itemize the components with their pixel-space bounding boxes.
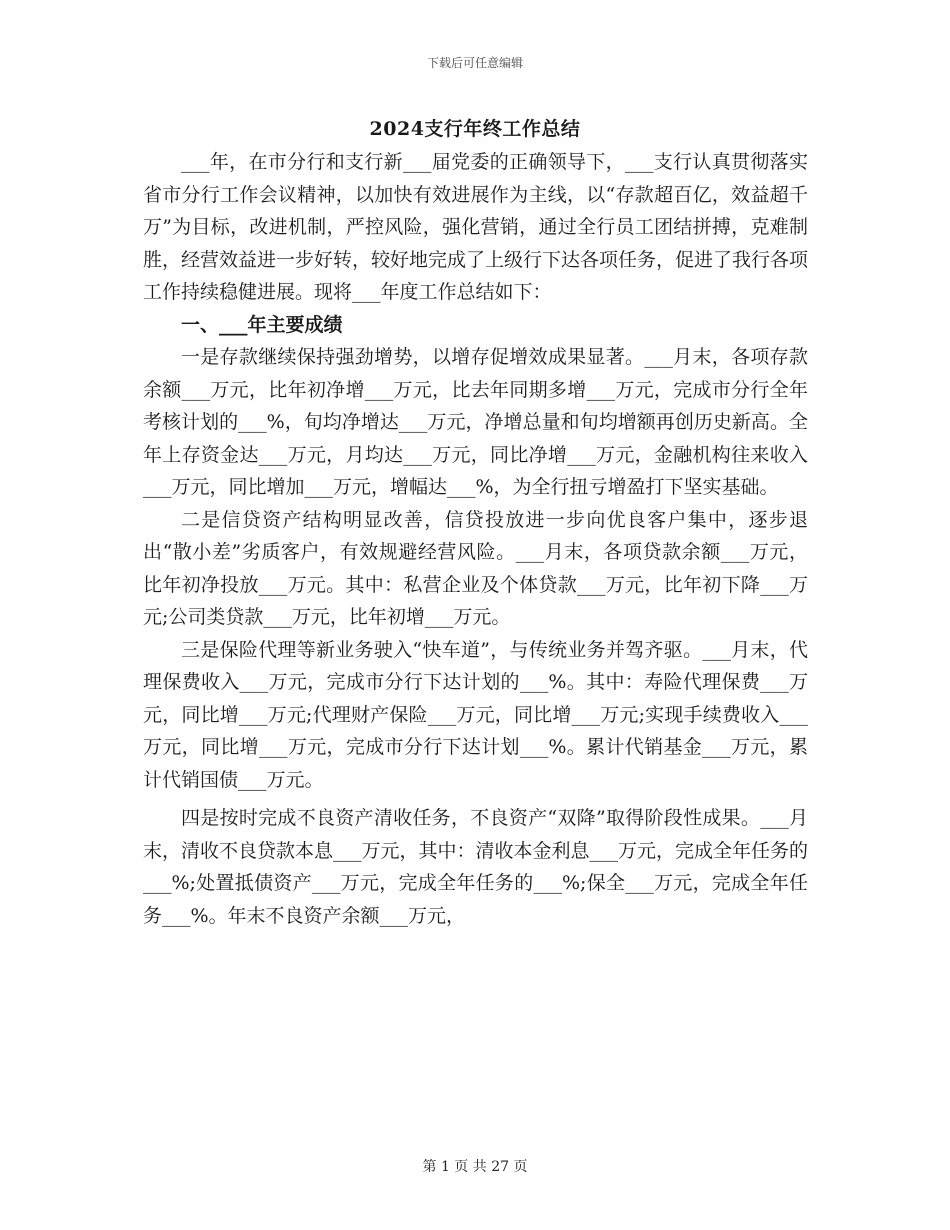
document-title: 2024支行年终工作总结 — [369, 118, 581, 140]
paragraph-insurance: 三是保险代理等新业务驶入“快车道”，与传统业务并驾齐驱。___月末，代理保费收入___万元，完成市分行下达计划的___%。其中：寿险代理保费___万元，同比增___万元;代理财产保险___万元，同比增___万元;实现手续费收入___万元，同比增___万元，完成市分行下达计划___%。累计代销基金___万元，累计代销国债___万元。 — [143, 638, 808, 791]
paragraph-intro: ___年，在市分行和支行新___届党委的正确领导下，___支行认真贯彻落实省市分行工作会议精神，以加快有效进展作为主线，以“存款超百亿，效益超千万”为目标，改进机制，严控风险，强化营销，通过全行员工团结拼搏，克难制胜，经营效益进一步好转，较好地完成了上级行下达各项任务，促进了我行各项工作持续稳健进展。现将___年度工作总结如下： — [143, 151, 809, 303]
section-heading: 一、___年主要成绩 — [181, 313, 343, 336]
document-body — [143, 146, 808, 932]
header-note: 下载后可任意编辑 — [426, 56, 523, 70]
paragraph-deposits: 一是存款继续保持强劲增势，以增存促增效成果显著。___月末，各项存款余额___万元，比年初净增___万元，比去年同期多增___万元，完成市分行全年考核计划的___%，旬均净增达___万元，净增总量和旬均增额再创历史新高。全年上存资金达___万元，月均达___万元，同比净增___万元，金融机构往来收入___万元，同比增加___万元，增幅达___%，为全行扭亏增盈打下坚实基础。 — [143, 346, 808, 498]
page-footer: 第 1 页 共 27 页 — [422, 1159, 528, 1175]
paragraph-nonperforming: 四是按时完成不良资产清收任务，不良资产“双降”取得阶段性成果。___月末，清收不良贷款本息___万元，其中：清收本金利息___万元，完成全年任务的___%;处置抵债资产___万元，完成全年任务的___%;保全___万元，完成全年任务___%。年末不良资产余额___万元， — [143, 807, 809, 927]
paragraph-credit: 二是信贷资产结构明显改善，信贷投放进一步向优良客户集中，逐步退出“散小差”劣质客户，有效规避经营风险。___月末，各项贷款余额___万元，比年初净投放___万元。其中：私营企业及个体贷款___万元，比年初下降___万元;公司类贷款___万元，比年初增___万元。 — [143, 508, 808, 628]
